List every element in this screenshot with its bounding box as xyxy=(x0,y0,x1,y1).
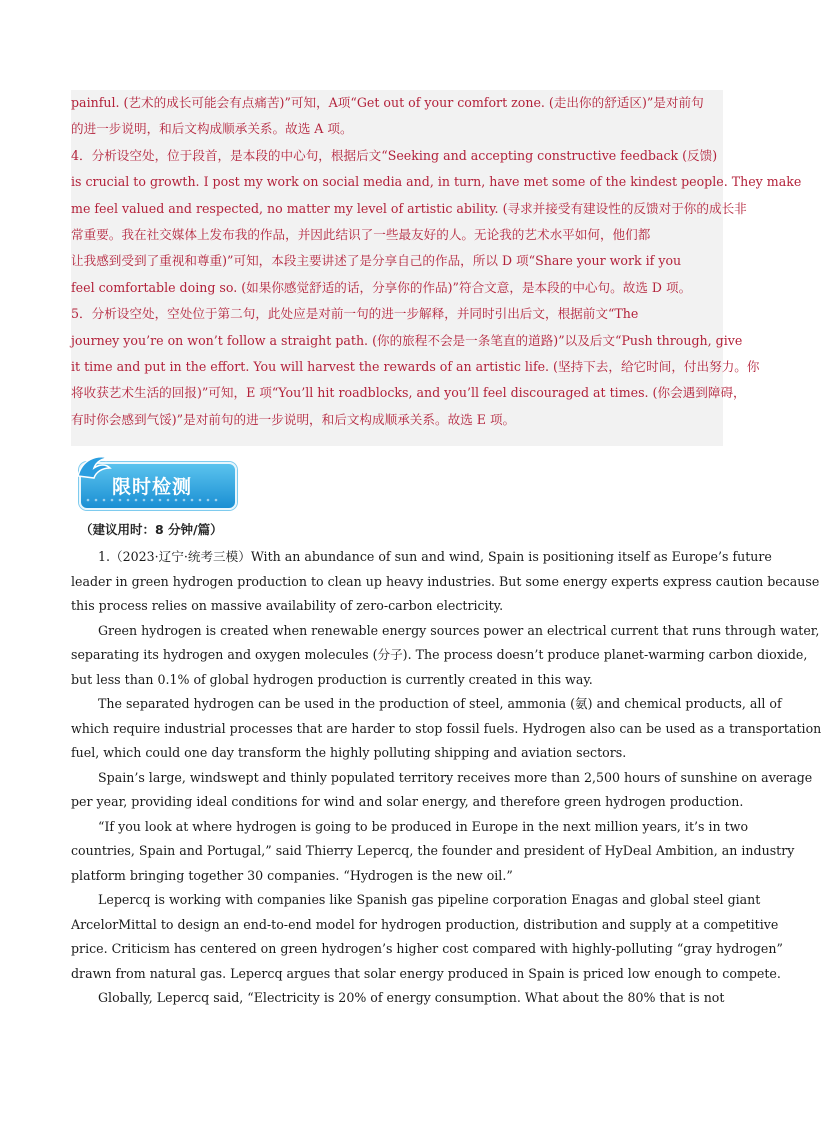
passage-line: The separated hydrogen can be used in the production of steel, ammonia (氨) and chemical products, all of xyxy=(98,696,782,711)
wave-icon xyxy=(76,452,116,482)
passage-line: price. Criticism has centered on green hydrogen’s higher cost compared with highly-polluting “gray hydrogen” xyxy=(71,941,783,956)
passage-line: this process relies on massive availability of zero-carbon electricity. xyxy=(71,598,504,613)
analysis-line: 让我感到受到了重视和尊重)”可知，本段主要讲述了是分享自己的作品，所以 D 项“Share your work if you xyxy=(71,253,682,269)
passage-line: countries, Spain and Portugal,” said Thierry Lepercq, the founder and president of HyDeal Ambition, an industry xyxy=(71,843,795,858)
passage-line: which require industrial processes that are harder to stop fossil fuels. Hydrogen also can be used as a transportation xyxy=(71,720,821,736)
analysis-line: 的进一步说明，和后文构成顺承关系。故选 A 项。 xyxy=(71,121,353,137)
analysis-line: feel comfortable doing so. (如果你感觉舒适的话，分享你的作品)”符合文意，是本段的中心句。故选 D 项。 xyxy=(71,279,692,295)
analysis-line: 有时你会感到气馁)”是对前句的进一步说明，和后文构成顺承关系。故选 E 项。 xyxy=(71,411,516,427)
passage-line: Green hydrogen is created when renewable energy sources power an electrical current that runs through water, xyxy=(98,622,820,638)
passage-line: platform bringing together 30 companies. “Hydrogen is the new oil.” xyxy=(71,867,513,883)
passage-line: drawn from natural gas. Lepercq argues that solar energy produced in Spain is priced low enough to compete. xyxy=(71,965,781,981)
passage-line: Spain’s large, windswept and thinly populated territory receives more than 2,500 hours of sunshine on average xyxy=(98,769,813,785)
analysis-line: 4．分析设空处，位于段首，是本段的中心句，根据后文“Seeking and accepting constructive feedback (反馈) xyxy=(71,147,718,163)
analysis-line: me feel valued and respected, no matter my level of artistic ability. (寻求并接受有建设性的反馈对于你的成长非 xyxy=(71,200,747,216)
passage-line: “If you look at where hydrogen is going to be produced in Europe in the next million years, it’s in two xyxy=(98,818,749,834)
analysis-line: 5．分析设空处，空处位于第二句，此处应是对前一句的进一步解释，并同时引出后文，根据前文“The xyxy=(71,306,639,322)
reading-passage xyxy=(71,545,821,1011)
banner-title: 限时检测 xyxy=(112,476,193,498)
passage-line: Lepercq is working with companies like Spanish gas pipeline corporation Enagas and global steel giant xyxy=(98,892,761,907)
passage-line: 1.（2023·辽宁·统考三模）With an abundance of sun and wind, Spain is positioning itself as Europe’s future xyxy=(98,549,772,564)
dot-pattern-icon xyxy=(84,496,224,504)
analysis-line: it time and put in the effort. You will harvest the rewards of an artistic life. (坚持下去，给它时间，付出努力。你 xyxy=(71,359,760,375)
analysis-line: is crucial to growth. I post my work on social media and, in turn, have met some of the kindest people. They make xyxy=(71,174,802,190)
passage-line: fuel, which could one day transform the highly polluting shipping and aviation sectors. xyxy=(71,745,627,760)
analysis-line: painful. (艺术的成长可能会有点痛苦)”可知，A项“Get out of your comfort zone. (走出你的舒适区)”是对前句 xyxy=(71,95,704,110)
passage-line: per year, providing ideal conditions for wind and solar energy, and therefore green hydrogen production. xyxy=(71,794,744,809)
passage-line: separating its hydrogen and oxygen molecules (分子). The process doesn’t produce planet-warming carbon dioxide, xyxy=(71,647,808,662)
passage-line: ArcelorMittal to design an end-to-end model for hydrogen production, distribution and supply at a competitive xyxy=(71,916,779,932)
answer-analysis-block xyxy=(71,90,802,446)
section-banner xyxy=(76,452,236,510)
analysis-line: 常重要。我在社交媒体上发布我的作品，并因此结识了一些最友好的人。无论我的艺术水平如何，他们都 xyxy=(71,227,651,243)
passage-line: Globally, Lepercq said, “Electricity is 20% of energy consumption. What about the 80% that is not xyxy=(98,990,725,1005)
passage-line: leader in green hydrogen production to clean up heavy industries. But some energy experts express caution because xyxy=(71,573,820,589)
passage-line: but less than 0.1% of global hydrogen production is currently created in this way. xyxy=(71,671,593,687)
analysis-line: 将收获艺术生活的回报)”可知，E 项“You’ll hit roadblocks, and you’ll feel discouraged at times. (你会遇到障碍， xyxy=(71,385,746,401)
suggested-time: （建议用时：8 分钟/篇） xyxy=(80,522,223,537)
analysis-line: journey you’re on won’t follow a straight path. (你的旅程不会是一条笔直的道路)”以及后文“Push through, give xyxy=(71,332,743,348)
